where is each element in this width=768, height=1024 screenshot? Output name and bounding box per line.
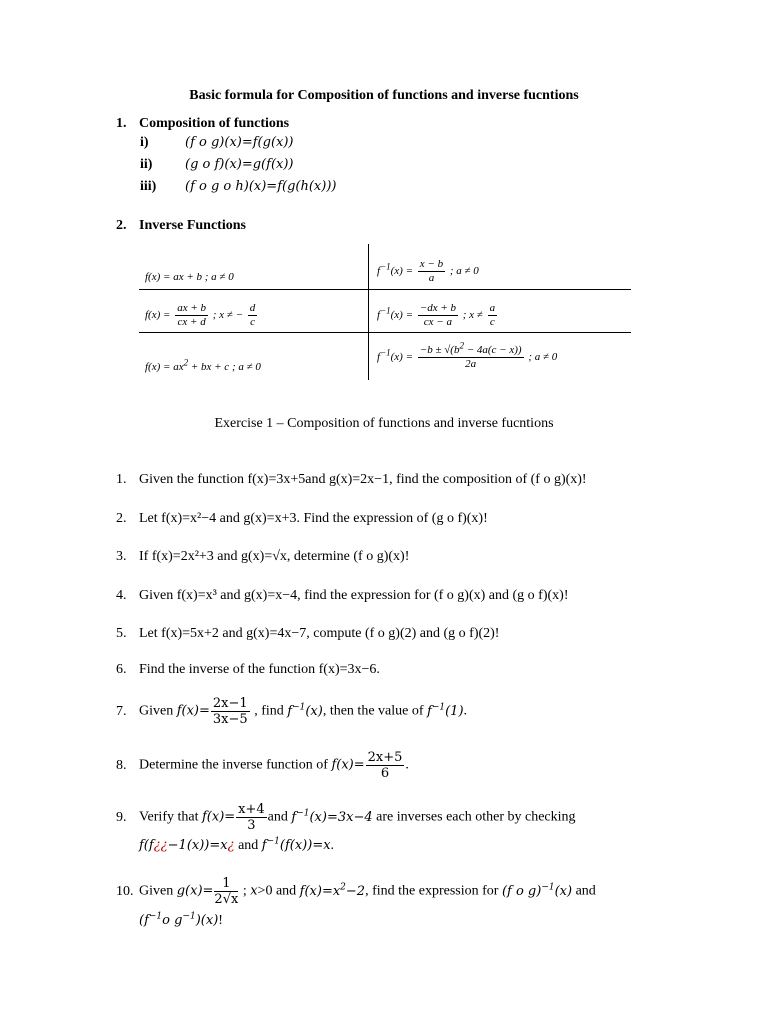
question-6	[116, 662, 380, 678]
section-heading-text: Inverse Functions	[139, 218, 246, 233]
table-cell-inverse: $f^{-1}(x)$ = $\frac{-dx + b}{cx - a}$ ; x ≠ $\frac{a}{c}$	[377, 302, 496, 328]
formula-label: ii)	[140, 157, 153, 172]
question-3	[116, 549, 409, 565]
question-text: Let f(x)=x²−4 and g(x)=x+3. Find the expression of (g o f)(x)!	[139, 511, 488, 526]
question-text: Determine the inverse function of f(x)= $\frac{2x+5}{6}$ .	[139, 750, 409, 781]
section-heading-text: Composition of functions	[139, 116, 290, 131]
question-10-continued: ($f^{-1}o$ $g^{-1})(x)$!	[139, 911, 223, 928]
composition-formula-1	[140, 135, 294, 151]
section-number: 1.	[116, 116, 127, 131]
section-inverse-heading	[116, 218, 246, 234]
question-10	[116, 876, 596, 907]
exercise-title: Exercise 1 – Composition of functions and inverse fucntions	[214, 416, 554, 431]
table-divider	[139, 332, 631, 333]
question-number: 7.	[116, 703, 127, 719]
question-number: 5.	[116, 626, 127, 641]
question-number: 4.	[116, 588, 127, 603]
question-2	[116, 511, 488, 527]
question-1	[116, 472, 587, 488]
question-number: 8.	[116, 757, 127, 773]
table-cell-inverse: $f^{-1}(x)$ = $\frac{-b \pm √(b^2 - 4a(c - x))}{2a}$ ; a ≠ 0	[377, 340, 558, 370]
question-7	[116, 696, 467, 727]
inverse-functions-table	[139, 244, 631, 380]
formula-text: (g o f)(x)=g(f(x))	[185, 157, 294, 172]
question-number: 10.	[116, 883, 134, 899]
question-text: Given f(x)= $\frac{2x-1}{3x-5}$ , find $f^{-1}(x)$, then the value of $f^{-1}(1)$.	[139, 696, 468, 727]
question-text: If f(x)=2x²+3 and g(x)=√x, determine (f o g)(x)!	[139, 549, 410, 564]
question-5	[116, 626, 499, 642]
question-text: Verify that f(x)= $\frac{x+4}{3}$ and $f^{-1}(x)=3x-4$ are inverses each other by checking	[139, 802, 576, 833]
question-9	[116, 802, 576, 833]
table-divider	[368, 244, 369, 380]
question-number: 2.	[116, 511, 127, 526]
formula-label: i)	[140, 135, 149, 150]
question-text: Given f(x)=x³ and g(x)=x−4, find the expression for (f o g)(x) and (g o f)(x)!	[139, 588, 569, 603]
question-text: Let f(x)=5x+2 and g(x)=4x−7, compute (f o g)(2) and (g o f)(2)!	[139, 626, 500, 641]
question-number: 6.	[116, 662, 127, 677]
formula-label: iii)	[140, 179, 157, 194]
question-number: 1.	[116, 472, 127, 487]
table-cell-function: f(x) = ax + b ; a ≠ 0	[145, 271, 234, 283]
question-text: Find the inverse of the function f(x)=3x−6.	[139, 662, 380, 677]
table-divider	[139, 289, 631, 290]
section-number: 2.	[116, 218, 127, 233]
section-composition-heading	[116, 116, 289, 132]
question-text: Given the function f(x)=3x+5and g(x)=2x−1, find the composition of (f o g)(x)!	[139, 472, 587, 487]
table-cell-inverse: $f^{-1}(x)$ = $\frac{x - b}{a}$ ; a ≠ 0	[377, 258, 479, 284]
question-number: 9.	[116, 809, 127, 825]
question-9-continued: f(f¿¿−1(x))=x¿ and $f^{-1}(f(x))=x$.	[139, 836, 335, 853]
question-text: Given g(x)= $\frac{1}{2√x}$ ; x>0 and $f(x)=x^2-2$, find the expression for (f o g)$^{-1}$(x) and	[139, 876, 596, 907]
composition-formula-3	[140, 179, 336, 195]
table-cell-function: f(x) = $\frac{ax + b}{cx + d}$ ; x ≠ − $\frac{d}{c}$	[145, 302, 256, 328]
composition-formula-2	[140, 157, 294, 173]
question-8	[116, 750, 409, 781]
formula-text: (f o g)(x)=f(g(x))	[185, 135, 294, 150]
formula-text: (f o g o h)(x)=f(g(h(x)))	[185, 179, 337, 194]
question-number: 3.	[116, 549, 127, 564]
table-cell-function: $f(x) = ax^2$ + bx + c ; a ≠ 0	[145, 357, 261, 373]
question-4	[116, 588, 568, 604]
page-title: Basic formula for Composition of functions and inverse fucntions	[189, 88, 579, 103]
